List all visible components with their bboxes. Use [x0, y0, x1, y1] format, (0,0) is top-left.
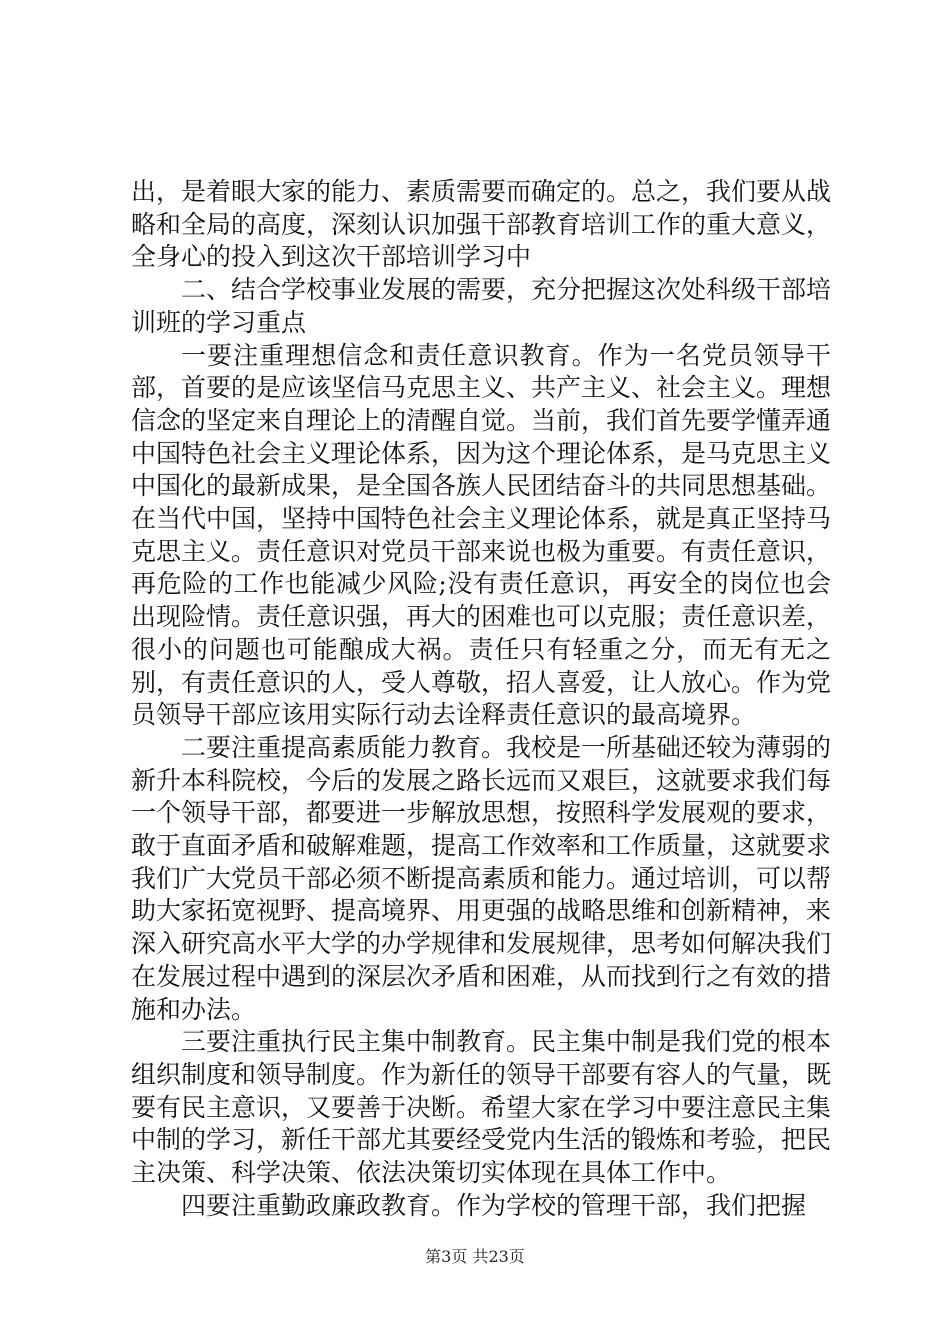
paragraph-diligence-integrity: 四要注重勤政廉政教育。作为学校的管理干部，我们把握 — [181, 1190, 807, 1220]
paragraph-ideals-responsibility: 一要注重理想信念和责任意识教育。作为一名党员领导干部，首要的是应该坚信马克思主义、共产主义、社会主义。理想信念的坚定来自理论上的清醒自觉。当前，我们首先要学懂弄通中国特色社会主义理论体系，因为这个理论体系，是马克思主义中国化的最新成果，是全国各族人民团结奋斗的共同思想基础。在当代中国，坚持中国特色社会主义理论体系，就是真正坚持马克思主义。责任意识对党员干部来说也极为重要。有责任意识，再危险的工作也能减少风险;没有责任意识，再安全的岗位也会出现险情。责任意识强，再大的困难也可以克服；责任意识差，很小的问题也可能酿成大祸。责任只有轻重之分，而无有无之别，有责任意识的人，受人尊敬，招人喜爱，让人放心。作为党员领导干部应该用实际行动去诠释责任意识的最高境界。 — [131, 340, 832, 730]
section-heading: 二、结合学校事业发展的需要，充分把握这次处科级干部培训班的学习重点 — [131, 275, 832, 337]
paragraph-continuation: 出，是着眼大家的能力、素质需要而确定的。总之，我们要从战略和全局的高度，深刻认识加强干部教育培训工作的重大意义，全身心的投入到这次干部培训学习中 — [131, 177, 832, 272]
paragraph-democratic-centralism: 三要注重执行民主集中制教育。民主集中制是我们党的根本组织制度和领导制度。作为新任的领导干部要有容人的气量，既要有民主意识，又要善于决断。希望大家在学习中要注意民主集中制的学习，新任干部尤其要经受党内生活的锻炼和考验，把民主决策、科学决策、依法决策切实体现在具体工作中。 — [131, 1027, 832, 1188]
page-footer: 第3页 共23页 — [425, 1247, 525, 1266]
paragraph-quality-ability: 二要注重提高素质能力教育。我校是一所基础还较为薄弱的新升本科院校，今后的发展之路长远而又艰巨，这就要求我们每一个领导干部，都要进一步解放思想，按照科学发展观的要求，敢于直面矛盾和破解难题，提高工作效率和工作质量，这就要求我们广大党员干部必须不断提高素质和能力。通过培训，可以帮助大家拓宽视野、提高境界、用更强的战略思维和创新精神，来深入研究高水平大学的办学规律和发展规律，思考如何解决我们在发展过程中遇到的深层次矛盾和困难，从而找到行之有效的措施和办法。 — [131, 732, 832, 1024]
document-body — [131, 176, 831, 1223]
